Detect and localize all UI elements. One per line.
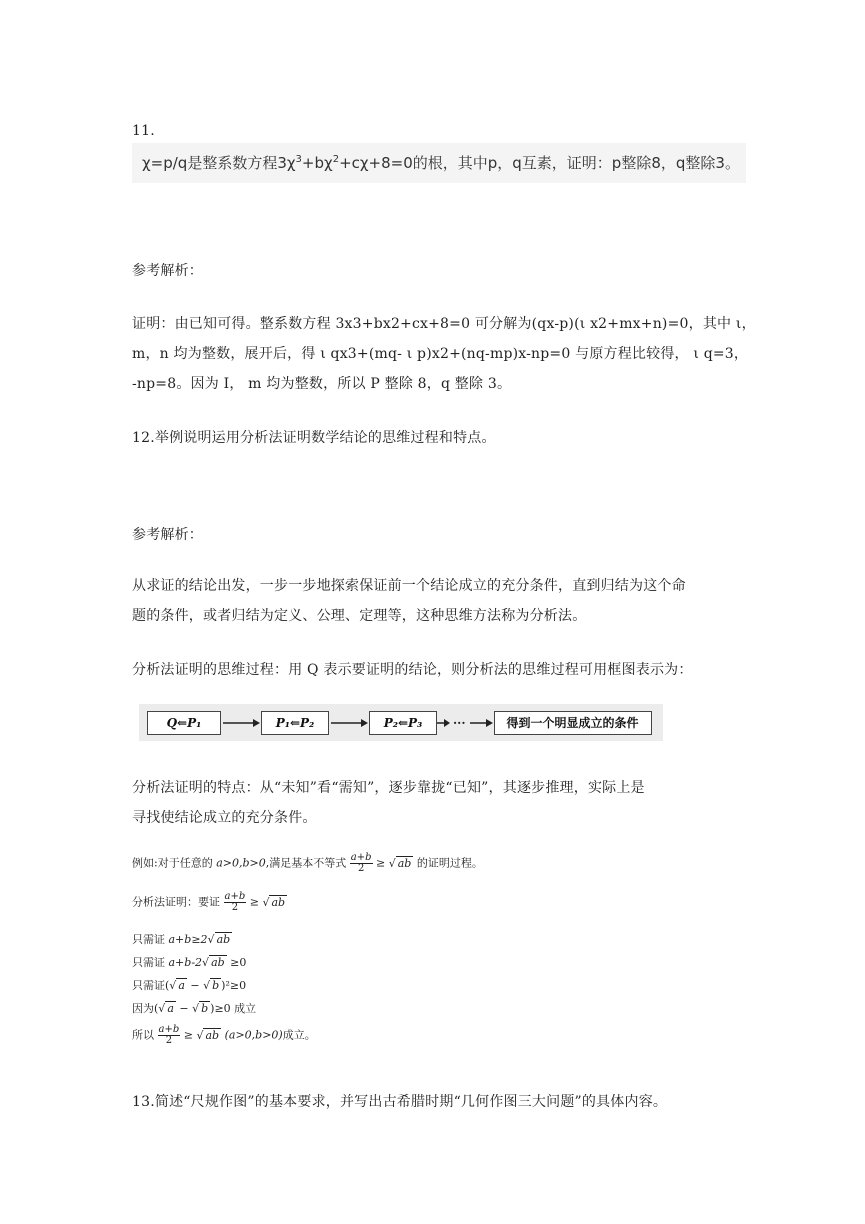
minus-symbol: − <box>175 1002 193 1015</box>
fraction <box>224 892 247 913</box>
exponent: 3 <box>295 154 302 165</box>
arrow-right-icon <box>468 717 494 729</box>
flow-box-3: P₂⇐P₃ <box>369 711 437 735</box>
example-text: 分析法证明：要证 <box>132 895 220 909</box>
paragraph-line: 题的条件，或者归结为定义、公理、定理等，这种思维方法称为分析法。 <box>132 608 587 624</box>
example-text: )²≥0 <box>221 979 247 992</box>
example-line-4 <box>132 954 246 970</box>
example-text: 只需证 <box>132 956 165 969</box>
radicand: b <box>212 979 220 992</box>
statement-part: χ=p/q是整系数方程3χ <box>142 154 296 172</box>
fraction-denominator: 2 <box>357 863 365 874</box>
arrow-right-icon <box>329 717 369 729</box>
paragraph-line: 寻找使结论成立的充分条件。 <box>132 810 317 826</box>
fraction-numerator: a+b <box>158 1024 180 1035</box>
sqrt-expression: √ ab <box>262 895 286 909</box>
example-expression: a+b-2 <box>168 956 203 969</box>
exponent: 2 <box>332 154 340 165</box>
answer-line: 证明：由已知可得。整系数方程 3x3+bx2+cx+8=0 可分解为(qx-p)(ι x2+mx+n)=0，其中 ι， <box>132 316 756 332</box>
arrow-right-icon <box>221 717 261 729</box>
answer-line: m，n 均为整数，展开后，得 ι qx3+(mq- ι p)x2+(nq-mp)x-np=0 与原方程比较得， ι q=3， <box>132 346 749 362</box>
answer-11 <box>132 310 756 398</box>
sqrt-expression: √ ab <box>196 1028 220 1042</box>
example-text: 的证明过程。 <box>416 856 483 870</box>
radicand: ab <box>397 856 412 870</box>
ge-symbol: ≥ <box>376 856 386 870</box>
reference-label: 参考解析： <box>132 263 203 279</box>
radicand: b <box>201 1002 209 1015</box>
fraction-denominator: 2 <box>231 902 239 913</box>
flow-box-final: 得到一个明显成立的条件 <box>494 711 652 735</box>
answer-12-para1 <box>132 572 752 630</box>
fraction-numerator: a+b <box>350 852 372 863</box>
example-line-6 <box>132 1000 256 1016</box>
example-text: ,满足基本不等式 <box>265 856 347 870</box>
sqrt-expression: √ b <box>203 979 220 992</box>
example-line-1 <box>132 853 483 874</box>
ge-symbol: ≥ <box>249 895 259 909</box>
minus-symbol: − <box>186 979 204 992</box>
radicand: a <box>178 979 185 992</box>
sqrt-expression: √ ab <box>202 956 225 969</box>
statement-part: +cχ+8=0的根，其中p，q互素，证明：p整除8，q整除3。 <box>339 154 740 172</box>
example-proof <box>132 853 532 1053</box>
fraction <box>350 853 373 874</box>
question-11-statement <box>132 143 746 183</box>
example-text: 所以 <box>132 1028 154 1042</box>
radicand: ab <box>211 956 225 969</box>
ge-symbol: ≥ <box>183 1028 193 1042</box>
radicand: a <box>167 1002 174 1015</box>
example-line-7 <box>132 1025 316 1046</box>
reference-label: 参考解析： <box>132 527 203 543</box>
flow-box-2: P₁⇐P₂ <box>261 711 329 735</box>
example-line-5 <box>132 977 246 993</box>
radicand: ab <box>205 1028 220 1042</box>
paragraph-line: 从求证的结论出发，一步一步地探索保证前一个结论成立的充分条件，直到归结为这个命 <box>132 578 686 594</box>
sqrt-expression: √ a <box>169 979 185 992</box>
radicand: ab <box>216 933 231 946</box>
sqrt-expression: √ b <box>192 1002 209 1015</box>
fraction <box>158 1025 181 1046</box>
fraction-numerator: a+b <box>224 891 246 902</box>
radicand: ab <box>271 895 286 909</box>
example-text: 因为( <box>132 1002 159 1015</box>
flow-ellipsis: ··· <box>453 715 466 730</box>
sqrt-expression: √ ab <box>207 933 231 946</box>
example-text: 例如:对于任意的 <box>132 856 213 870</box>
statement-part: +bχ <box>301 154 333 172</box>
question-12: 12.举例说明运用分析法证明数学结论的思维过程和特点。 <box>132 430 496 446</box>
sqrt-expression: √ a <box>158 1002 174 1015</box>
paragraph-line: 分析法证明的特点：从“未知”看“需知”，逐步靠拢“已知”，其逐步推理，实际上是 <box>132 780 645 796</box>
example-condition: a>0,b>0 <box>216 856 266 870</box>
example-text: ≥0 <box>230 956 247 969</box>
example-line-3 <box>132 931 232 947</box>
fraction-denominator: 2 <box>165 1035 173 1046</box>
arrow-right-icon <box>437 717 451 729</box>
example-expression: a+b≥2 <box>168 933 208 946</box>
example-line-2 <box>132 892 287 913</box>
example-text: 只需证( <box>132 979 170 992</box>
question-11-number: 11. <box>132 123 155 139</box>
answer-line: -np=8。因为 I， m 均为整数，所以 P 整除 8，q 整除 3。 <box>132 376 512 392</box>
example-condition: (a>0,b>0) <box>224 1028 283 1042</box>
example-text: 成立。 <box>282 1028 316 1042</box>
sqrt-expression: √ ab <box>388 856 412 870</box>
flow-box-1: Q⇐P₁ <box>147 711 221 735</box>
example-text: )≥0 成立 <box>210 1002 257 1015</box>
example-text: 只需证 <box>132 933 165 946</box>
analysis-flow-diagram <box>139 704 663 741</box>
answer-12-para2: 分析法证明的思维过程：用 Q 表示要证明的结论，则分析法的思维过程可用框图表示为： <box>132 662 693 678</box>
answer-12-para3 <box>132 774 752 832</box>
question-13: 13.简述“尺规作图”的基本要求，并写出古希腊时期“几何作图三大问题”的具体内容。 <box>132 1094 668 1110</box>
